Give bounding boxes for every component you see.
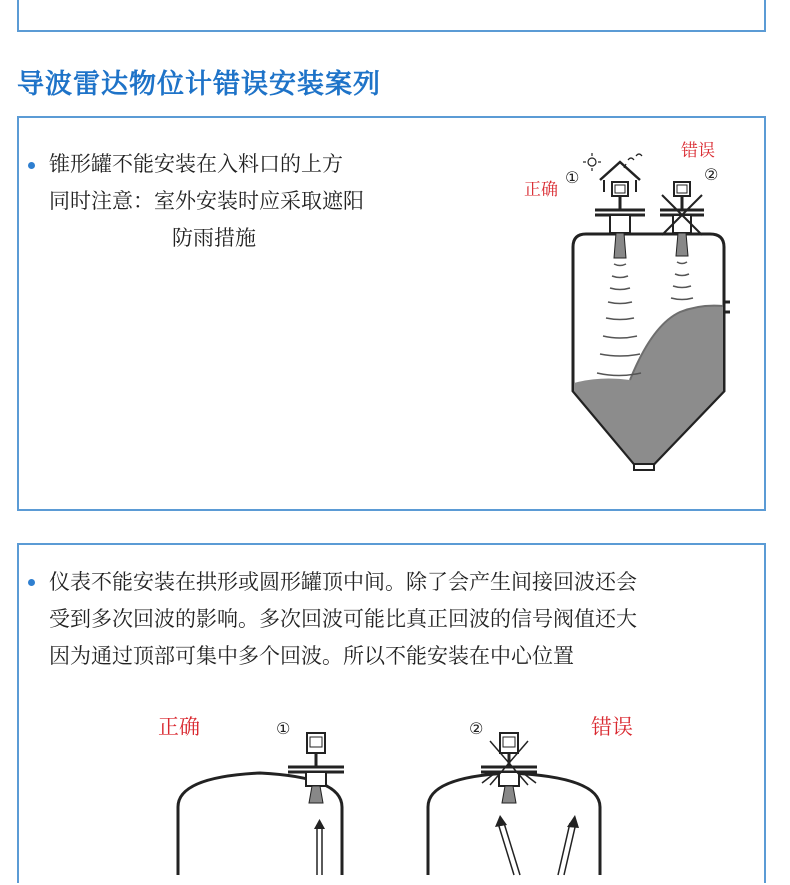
case2-label-wrong: 错误	[591, 715, 633, 739]
case1-line-1: 锥形罐不能安装在入料口的上方	[49, 152, 343, 176]
case1-label-wrong: 错误	[681, 141, 715, 161]
conical-tank-diagram	[540, 140, 780, 480]
case2-line-2: 受到多次回波的影响。多次回波可能比真正回波的信号阀值还大	[49, 607, 637, 631]
case1-label-correct: 正确	[524, 180, 558, 200]
case1-line-2: 同时注意：室外安装时应采取遮阳	[49, 189, 364, 213]
case1-num-2: ②	[704, 165, 719, 184]
bullet-dot	[28, 162, 35, 169]
section-title: 导波雷达物位计错误安装案列	[17, 69, 381, 100]
dome-tank-diagram	[170, 725, 610, 885]
sun-icon	[583, 153, 601, 171]
bullet-dot	[28, 579, 35, 586]
case2-label-correct: 正确	[158, 715, 200, 739]
case2-num-1: ①	[276, 719, 291, 738]
case1-num-1: ①	[565, 168, 580, 187]
case2-line-1: 仪表不能安装在拱形或圆形罐顶中间。除了会产生间接回波还会	[49, 570, 637, 594]
case1-line-3: 防雨措施	[172, 226, 256, 250]
case2-line-3: 因为通过顶部可集中多个回波。所以不能安装在中心位置	[49, 644, 574, 668]
case2-num-2: ②	[469, 719, 484, 738]
rain-icon	[624, 154, 642, 168]
shelter-roof-icon	[600, 162, 640, 180]
previous-section-box	[17, 0, 766, 32]
